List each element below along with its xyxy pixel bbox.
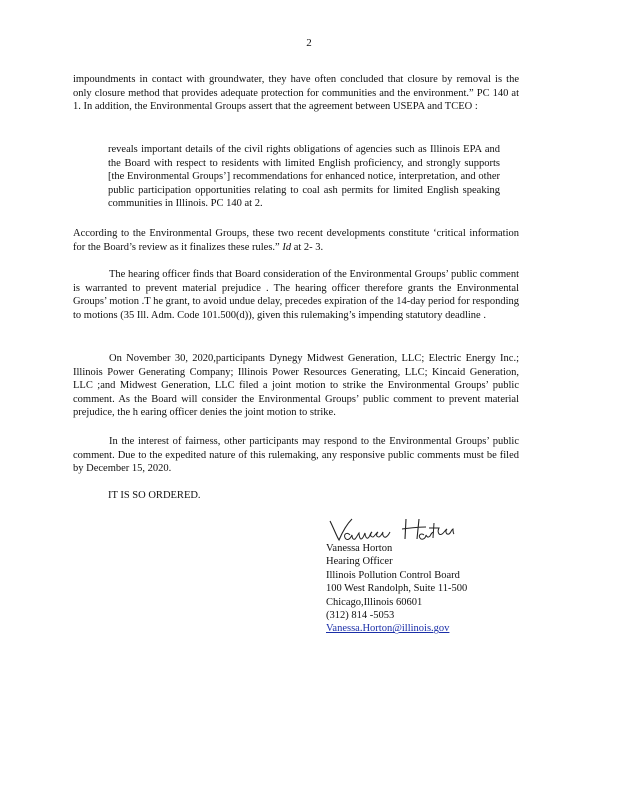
handwritten-signature bbox=[326, 515, 456, 545]
paragraph-3: The hearing officer finds that Board consideration of the Environmental Groups’ public comment is warranted to prevent material prejudice . The hearing officer therefore grants the Environmental Groups’ motion .T he grant, to avoid undue delay, precedes expiration of the 14-day period for responding to motions (35 Ill. Adm. Code 101.500(d)), given this rulemaking’s impending statutory deadline . bbox=[73, 269, 519, 321]
phone-number: (312) 814 -5053 bbox=[326, 610, 395, 622]
paragraph-2 bbox=[73, 227, 519, 254]
email-link[interactable]: Vanessa.Horton@illinois.gov bbox=[326, 623, 450, 635]
paragraph-2-text: According to the Environmental Groups, these two recent developments constitute ‘critical information for the Board’s review as it finalizes these rules.” bbox=[73, 228, 519, 253]
citation-id: Id bbox=[282, 241, 292, 253]
paragraph-1: impoundments in contact with groundwater, they have often concluded that closure by removal is the only closure method that provides adequate protection for communities and the environment.” PC 140 at 1. In addition, the Environmental Groups assert that the agreement between USEPA and TCEO : bbox=[73, 74, 519, 113]
so-ordered: IT IS SO ORDERED. bbox=[108, 490, 201, 501]
paragraph-5: In the interest of fairness, other participants may respond to the Environmental Groups’ public comment. Due to the expedited nature of this rulemaking, any responsive public comments must be filed by December 15, 2020. bbox=[73, 436, 519, 475]
block-quote: reveals important details of the civil rights obligations of agencies such as Illinois EPA and the Board with respect to residents with limited English proficiency, and strongly supports [the Environmental Groups’] recommendations for enhanced notice, interpretation, and other public participation opportunities relating to coal ash permits for limited English speaking communities in Illinois. PC 140 at 2. bbox=[108, 144, 500, 210]
address-line-2: Chicago,Illinois 60601 bbox=[326, 596, 423, 608]
paragraph-2-cite: at 2- 3. bbox=[291, 241, 324, 253]
signer-title: Hearing Officer bbox=[326, 556, 393, 568]
page-number: 2 bbox=[306, 37, 312, 49]
signer-name: Vanessa Horton bbox=[326, 543, 393, 554]
signer-org: Illinois Pollution Control Board bbox=[326, 569, 460, 581]
signature-block bbox=[326, 542, 467, 636]
paragraph-4: On November 30, 2020,participants Dynegy Midwest Generation, LLC; Electric Energy Inc.; Illinois Power Generating Company; Illinois Power Resources Generating, LLC; Kincaid Generation, LLC ;and Midwest Generation, LLC filed a joint motion to strike the Environmental Groups’ public comment. As the Board will consider the Environmental Groups’ public comment to prevent material prejudice, the h earing officer denies the joint motion to strike. bbox=[73, 353, 519, 419]
address-line-1: 100 West Randolph, Suite 11-500 bbox=[326, 583, 468, 595]
